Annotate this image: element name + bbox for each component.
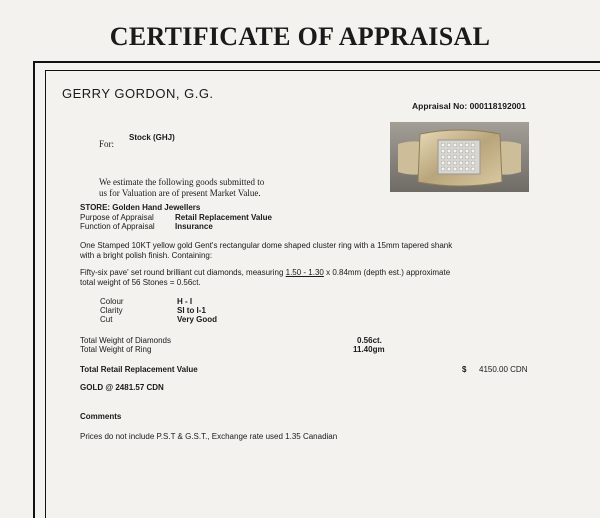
- description-line-2: with a bright polish finish. Containing:: [80, 251, 213, 260]
- store-line: STORE: Golden Hand Jewellers: [80, 203, 201, 212]
- grade-clarity-label: Clarity: [100, 306, 123, 315]
- total-value: 4150.00 CDN: [479, 365, 528, 374]
- stones-post: x 0.84mm (depth est.) approximate: [323, 268, 451, 277]
- grade-colour-value: H - I: [177, 297, 193, 306]
- comments-heading: Comments: [80, 412, 122, 421]
- stones-pre: Fifty-six pave' set round brilliant cut diamonds, measuring: [80, 268, 286, 277]
- border-inner-top: [45, 70, 600, 71]
- certificate-title: CERTIFICATE OF APPRAISAL: [109, 22, 491, 51]
- weight-ring-value: 11.40gm: [353, 345, 385, 354]
- total-label: Total Retail Replacement Value: [80, 365, 198, 374]
- grade-cut-value: Very Good: [177, 315, 218, 324]
- border-outer-top: [33, 61, 600, 63]
- stones-line-1: [80, 268, 450, 278]
- purpose-label: Purpose of Appraisal: [80, 213, 154, 222]
- estimate-line-1: We estimate the following goods submitted to: [99, 177, 265, 187]
- function-label: Function of Appraisal: [80, 222, 155, 231]
- total-currency: $: [462, 365, 467, 374]
- grade-clarity-value: SI to I-1: [177, 306, 206, 315]
- appraisal-number: Appraisal No: 000118192001: [412, 101, 526, 111]
- weight-diamonds-label: Total Weight of Diamonds: [80, 336, 172, 345]
- appraiser-name: GERRY GORDON, G.G.: [62, 86, 214, 101]
- for-label: For:: [99, 139, 115, 149]
- for-value: Stock (GHJ): [129, 133, 175, 142]
- grade-cut-label: Cut: [100, 315, 113, 324]
- estimate-line-2: us for Valuation are of present Market Value.: [99, 188, 261, 198]
- comments-text: Prices do not include P.S.T & G.S.T., Exchange rate used 1.35 Canadian: [80, 432, 338, 441]
- weight-ring-label: Total Weight of Ring: [80, 345, 152, 354]
- stones-line-2: total weight of 56 Stones = 0.56ct.: [80, 278, 201, 287]
- stones-measure: 1.50 - 1.30: [285, 268, 324, 277]
- purpose-value: Retail Replacement Value: [175, 213, 272, 222]
- description-line-1: One Stamped 10KT yellow gold Gent's rectangular dome shaped cluster ring with a 15mm tapered shank: [80, 241, 453, 250]
- gold-price: GOLD @ 2481.57 CDN: [80, 383, 164, 392]
- ring-photo: [390, 122, 529, 192]
- border-inner-left: [45, 70, 46, 518]
- weight-diamonds-value: 0.56ct.: [357, 336, 382, 345]
- border-outer-left: [33, 61, 35, 518]
- grade-colour-label: Colour: [100, 297, 124, 306]
- function-value: Insurance: [175, 222, 213, 231]
